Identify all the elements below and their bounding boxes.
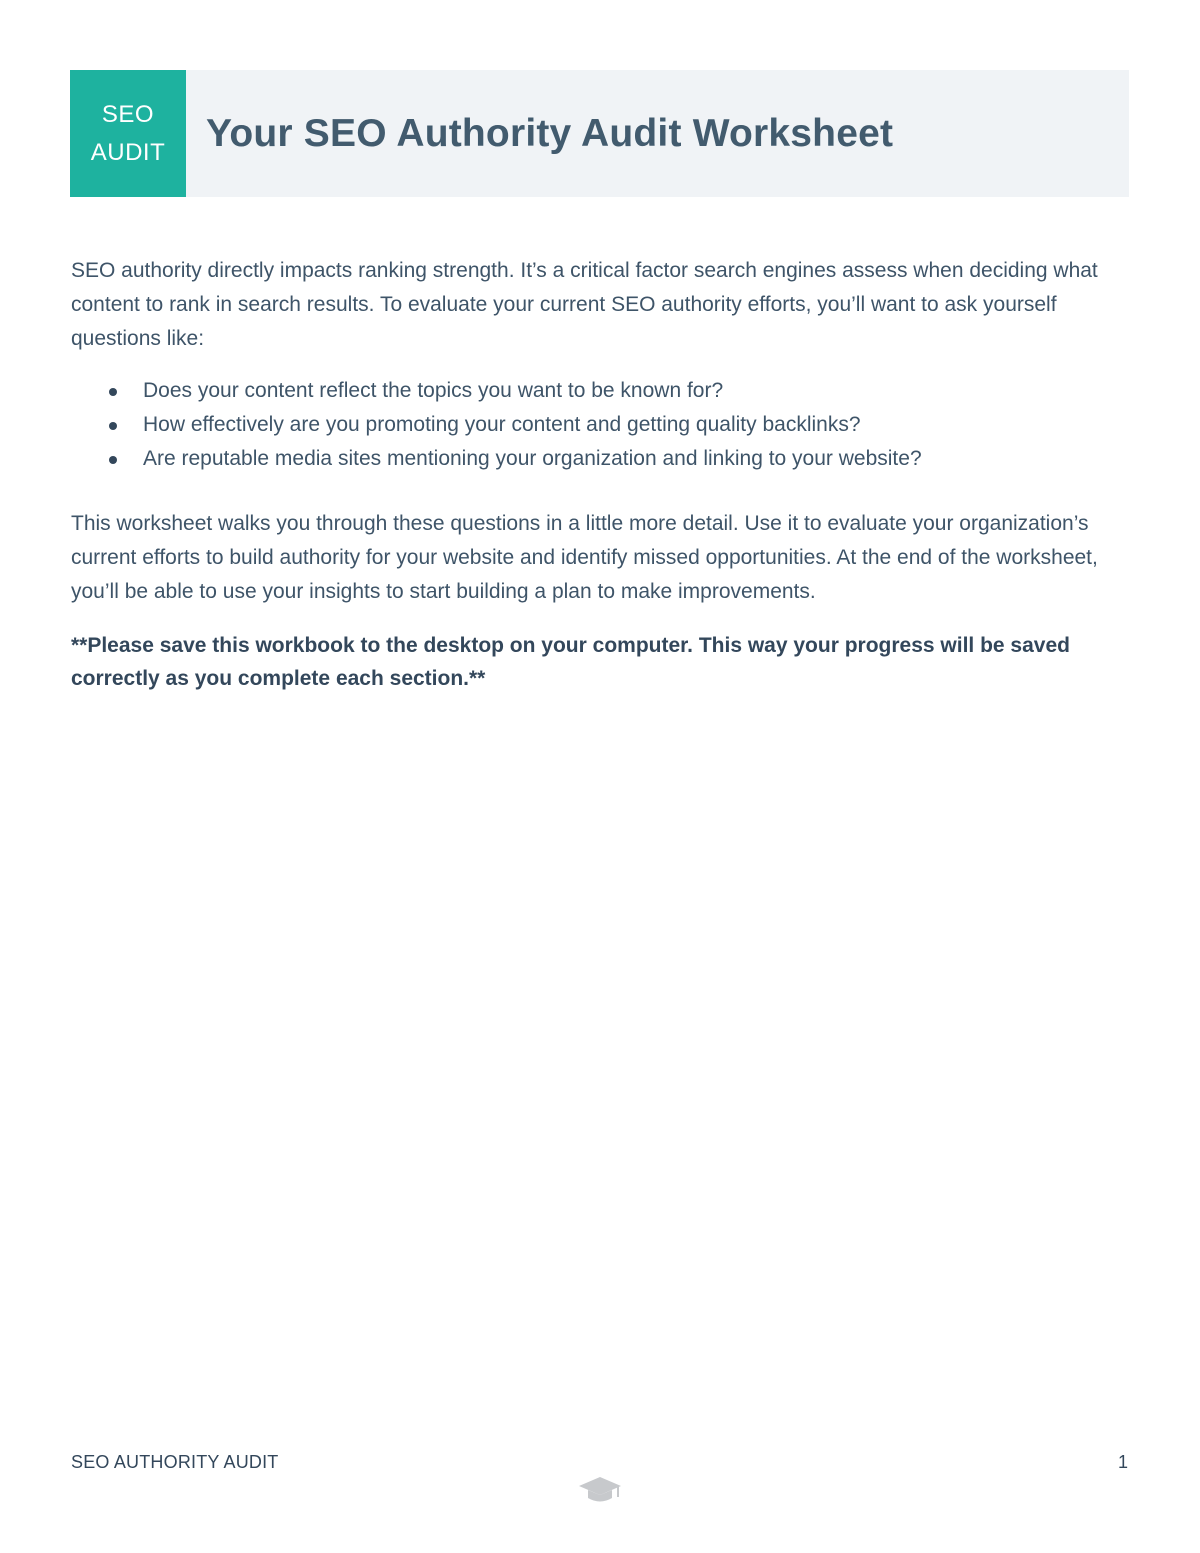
explanation-paragraph: This worksheet walks you through these questions in a little more detail. Use it to evaluate your organization’s current efforts to build authority for your website and identify missed opportunities. At the end of the worksheet, you’ll be able to use your insights to start building a plan to make improvements. xyxy=(71,512,1098,603)
footer-label: SEO AUTHORITY AUDIT xyxy=(71,1452,279,1472)
badge-line-1: SEO xyxy=(101,100,155,128)
bullet-icon xyxy=(109,456,117,464)
question-text: Are reputable media sites mentioning your organization and linking to your website? xyxy=(143,447,922,470)
list-item xyxy=(71,442,1131,476)
bullet-icon xyxy=(109,388,117,396)
save-note: **Please save this workbook to the desktop on your computer. This way your progress will be saved correctly as you complete each section.** xyxy=(71,634,1070,690)
list-item xyxy=(71,408,1131,442)
intro-paragraph: SEO authority directly impacts ranking strength. It’s a critical factor search engines assess when deciding what content to rank in search results. To evaluate your current SEO authority efforts, you’ll want to ask yourself questions like: xyxy=(71,259,1098,350)
page-title: Your SEO Authority Audit Worksheet xyxy=(206,111,894,155)
graduation-cap-icon xyxy=(578,1474,622,1506)
seo-audit-badge xyxy=(70,70,186,197)
question-list xyxy=(71,374,1131,476)
bullet-icon xyxy=(109,422,117,430)
question-text: Does your content reflect the topics you want to be known for? xyxy=(143,379,724,402)
page-number: 1 xyxy=(1117,1452,1128,1472)
page-header xyxy=(70,70,1129,197)
badge-line-2: AUDIT xyxy=(90,138,166,166)
worksheet-body xyxy=(71,254,1131,695)
question-text: How effectively are you promoting your content and getting quality backlinks? xyxy=(143,413,861,436)
list-item xyxy=(71,374,1131,408)
